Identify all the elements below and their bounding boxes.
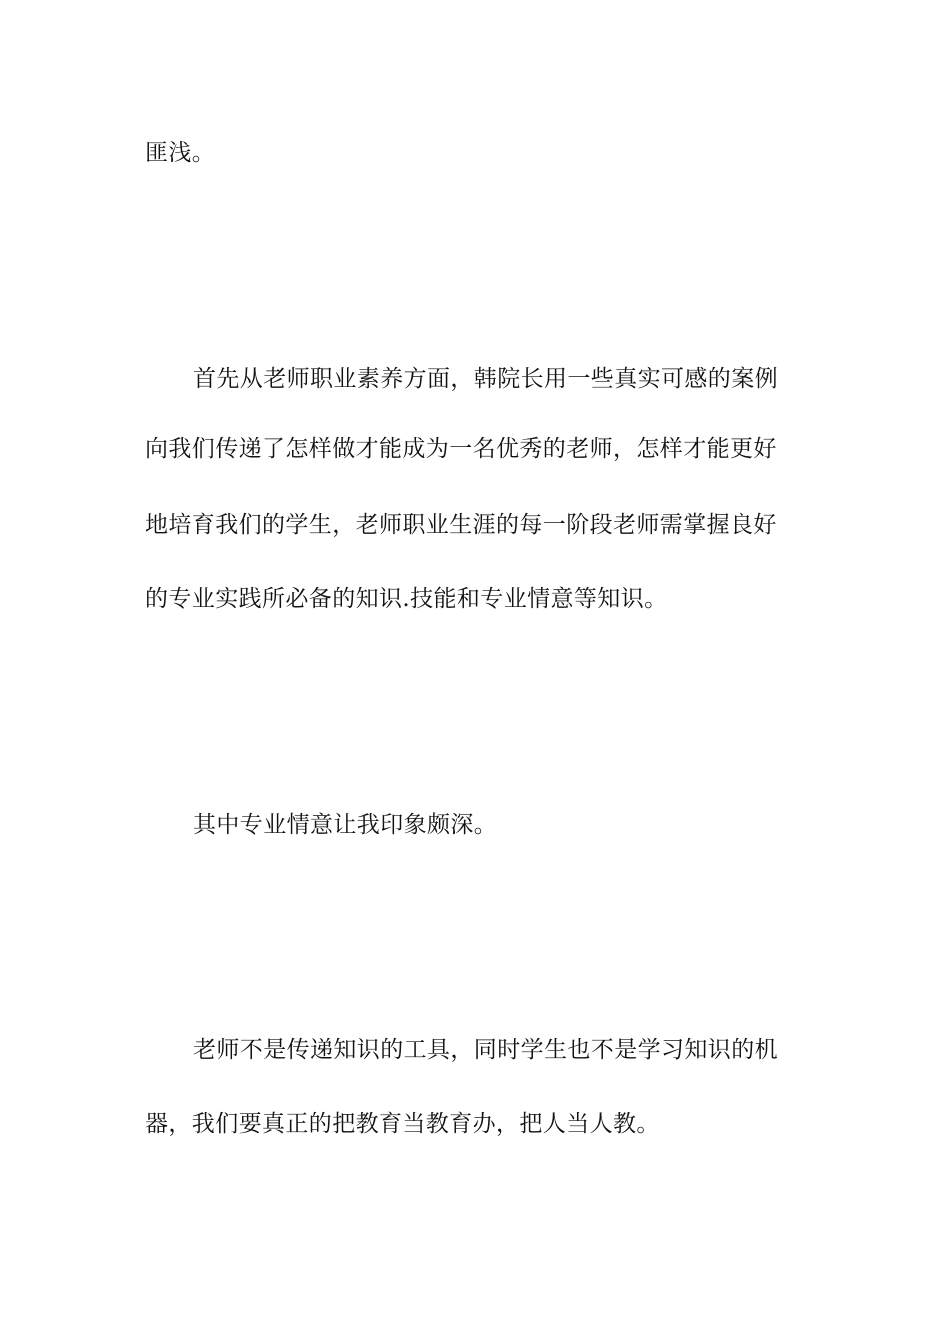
text-line: 器，我们要真正的把教育当教育办，把人当人教。 xyxy=(145,1111,660,1137)
text-line: 向我们传递了怎样做才能成为一名优秀的老师，怎样才能更好 xyxy=(145,436,777,462)
text-line: 老师不是传递知识的工具，同时学生也不是学习知识的机 xyxy=(193,1037,778,1063)
text-line: 地培育我们的学生，老师职业生涯的每一阶段老师需掌握良好 xyxy=(145,512,777,538)
text-line: 首先从老师职业素养方面，韩院长用一些真实可感的案例 xyxy=(193,366,778,392)
text-line: 其中专业情意让我印象颇深。 xyxy=(193,812,498,838)
text-line: 的专业实践所必备的知识.技能和专业情意等知识。 xyxy=(145,586,668,612)
text-line: 匪浅。 xyxy=(145,140,216,166)
